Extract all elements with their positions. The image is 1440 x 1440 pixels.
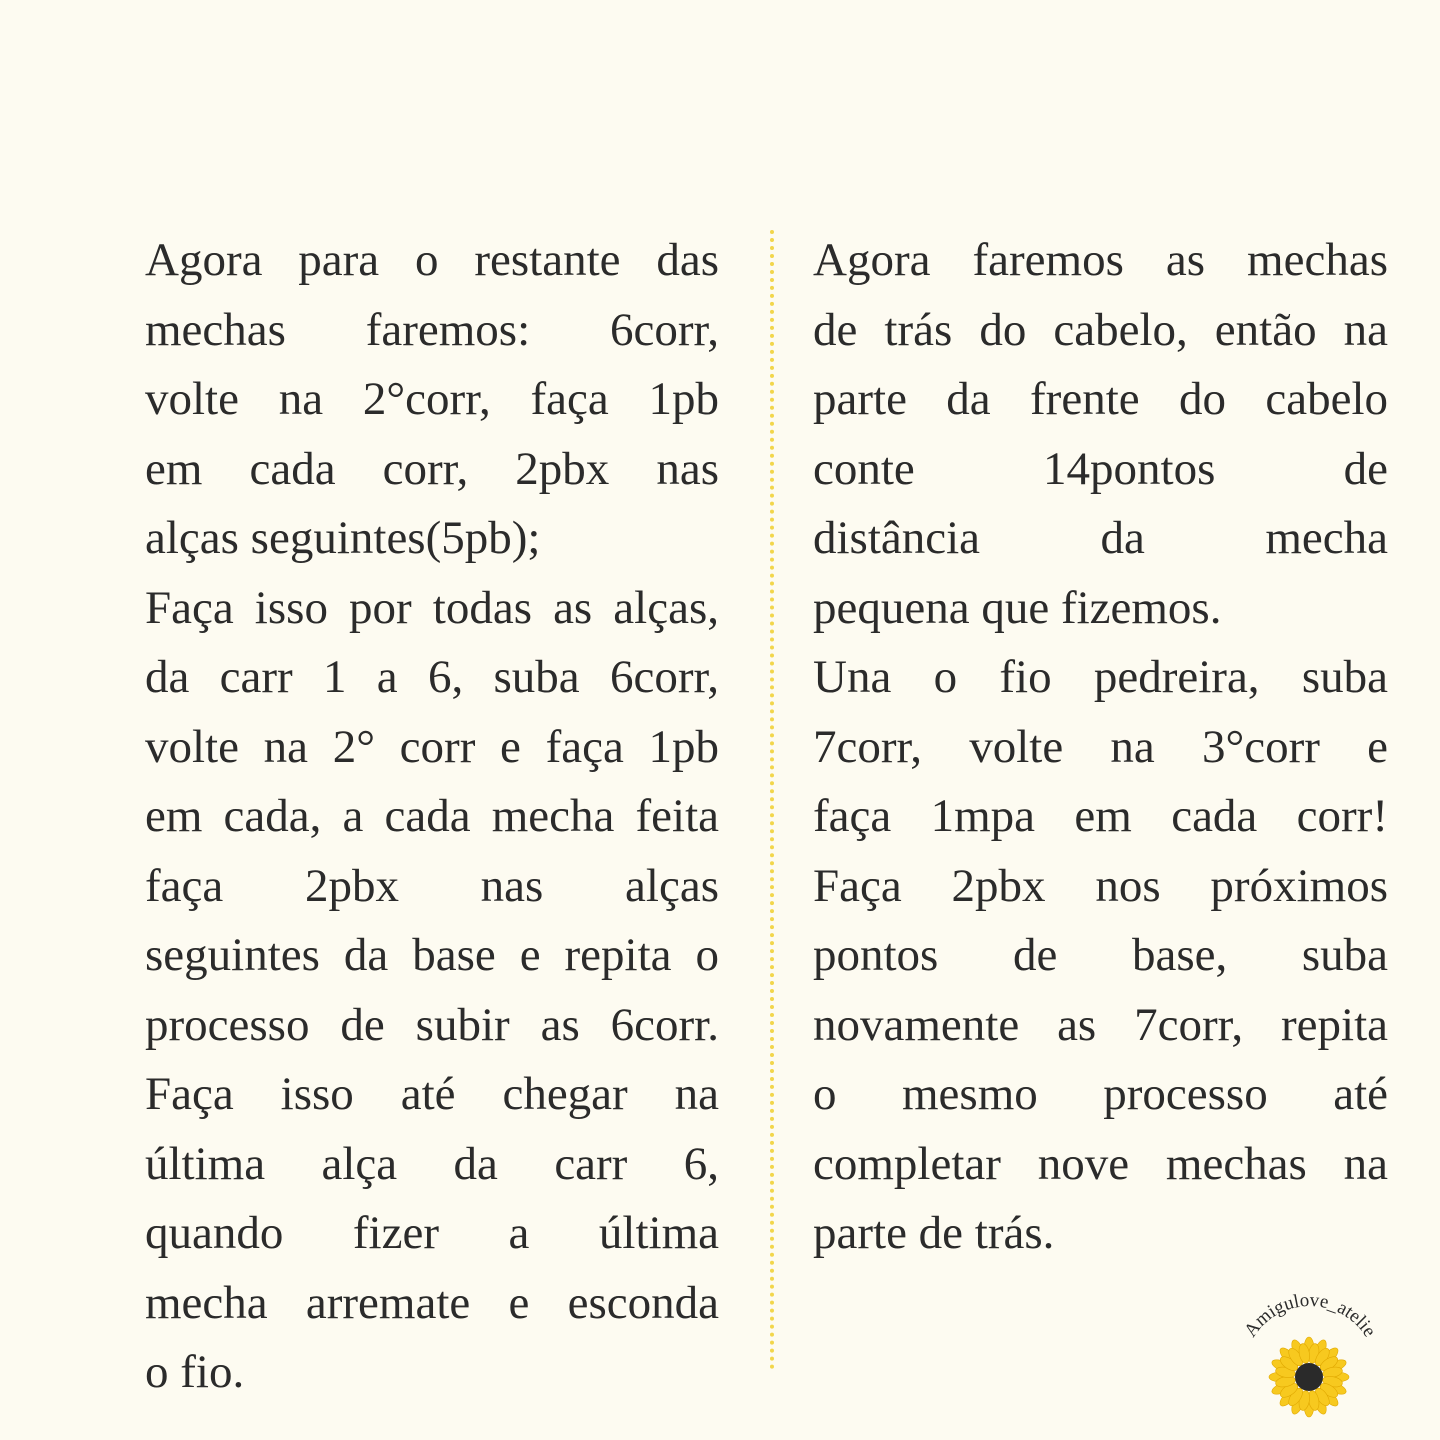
text-line: o mesmo processo até: [813, 1068, 1388, 1120]
text-line: o fio.: [145, 1346, 245, 1398]
sunflower-center: [1295, 1363, 1323, 1391]
text-line: alças seguintes(5pb);: [145, 512, 541, 564]
text-line: seguintes da base e repita o: [145, 929, 719, 981]
left-text-column: [145, 226, 719, 1408]
text-line: quando fizer a última: [145, 1207, 719, 1259]
logo-text: Amigulove_atelie: [1240, 1289, 1381, 1342]
text-line: em cada, a cada mecha feita: [145, 790, 719, 842]
text-line: 7corr, volte na 3°corr e: [813, 720, 1388, 773]
right-text-column: [813, 226, 1388, 1269]
brand-logo: [1222, 1280, 1402, 1420]
text-line: Agora faremos as mechas: [813, 234, 1388, 286]
text-line: última alça da carr 6,: [145, 1137, 719, 1190]
text-line: Una o fio pedreira, suba: [813, 651, 1388, 703]
text-line: faça 1mpa em cada corr!: [813, 790, 1388, 842]
text-line: da carr 1 a 6, suba 6corr,: [145, 651, 719, 703]
text-line: volte na 2°corr, faça 1pb: [145, 373, 719, 425]
text-line: em cada corr, 2pbx nas: [145, 442, 719, 495]
text-line: faça 2pbx nas alças: [145, 859, 719, 912]
text-line: de trás do cabelo, então na: [813, 303, 1388, 356]
text-line: mecha arremate e esconda: [145, 1276, 719, 1329]
sunflower-icon: [1222, 1280, 1402, 1420]
dotted-divider: [770, 230, 774, 1370]
text-line: distância da mecha: [813, 512, 1388, 564]
text-line: Agora para o restante das: [145, 234, 719, 286]
text-line: pequena que fizemos.: [813, 581, 1222, 634]
text-line: parte da frente do cabelo: [813, 373, 1388, 425]
text-line: completar nove mechas na: [813, 1137, 1388, 1190]
text-line: Faça isso até chegar na: [145, 1068, 719, 1120]
text-line: Faça 2pbx nos próximos: [813, 859, 1388, 912]
text-line: Faça isso por todas as alças,: [145, 581, 719, 634]
text-line: pontos de base, suba: [813, 929, 1388, 981]
text-line: conte 14pontos de: [813, 442, 1388, 495]
text-line: novamente as 7corr, repita: [813, 998, 1388, 1051]
text-line: parte de trás.: [813, 1207, 1055, 1259]
text-line: volte na 2° corr e faça 1pb: [145, 720, 719, 773]
text-line: processo de subir as 6corr.: [145, 998, 719, 1051]
text-line: mechas faremos: 6corr,: [145, 303, 719, 356]
